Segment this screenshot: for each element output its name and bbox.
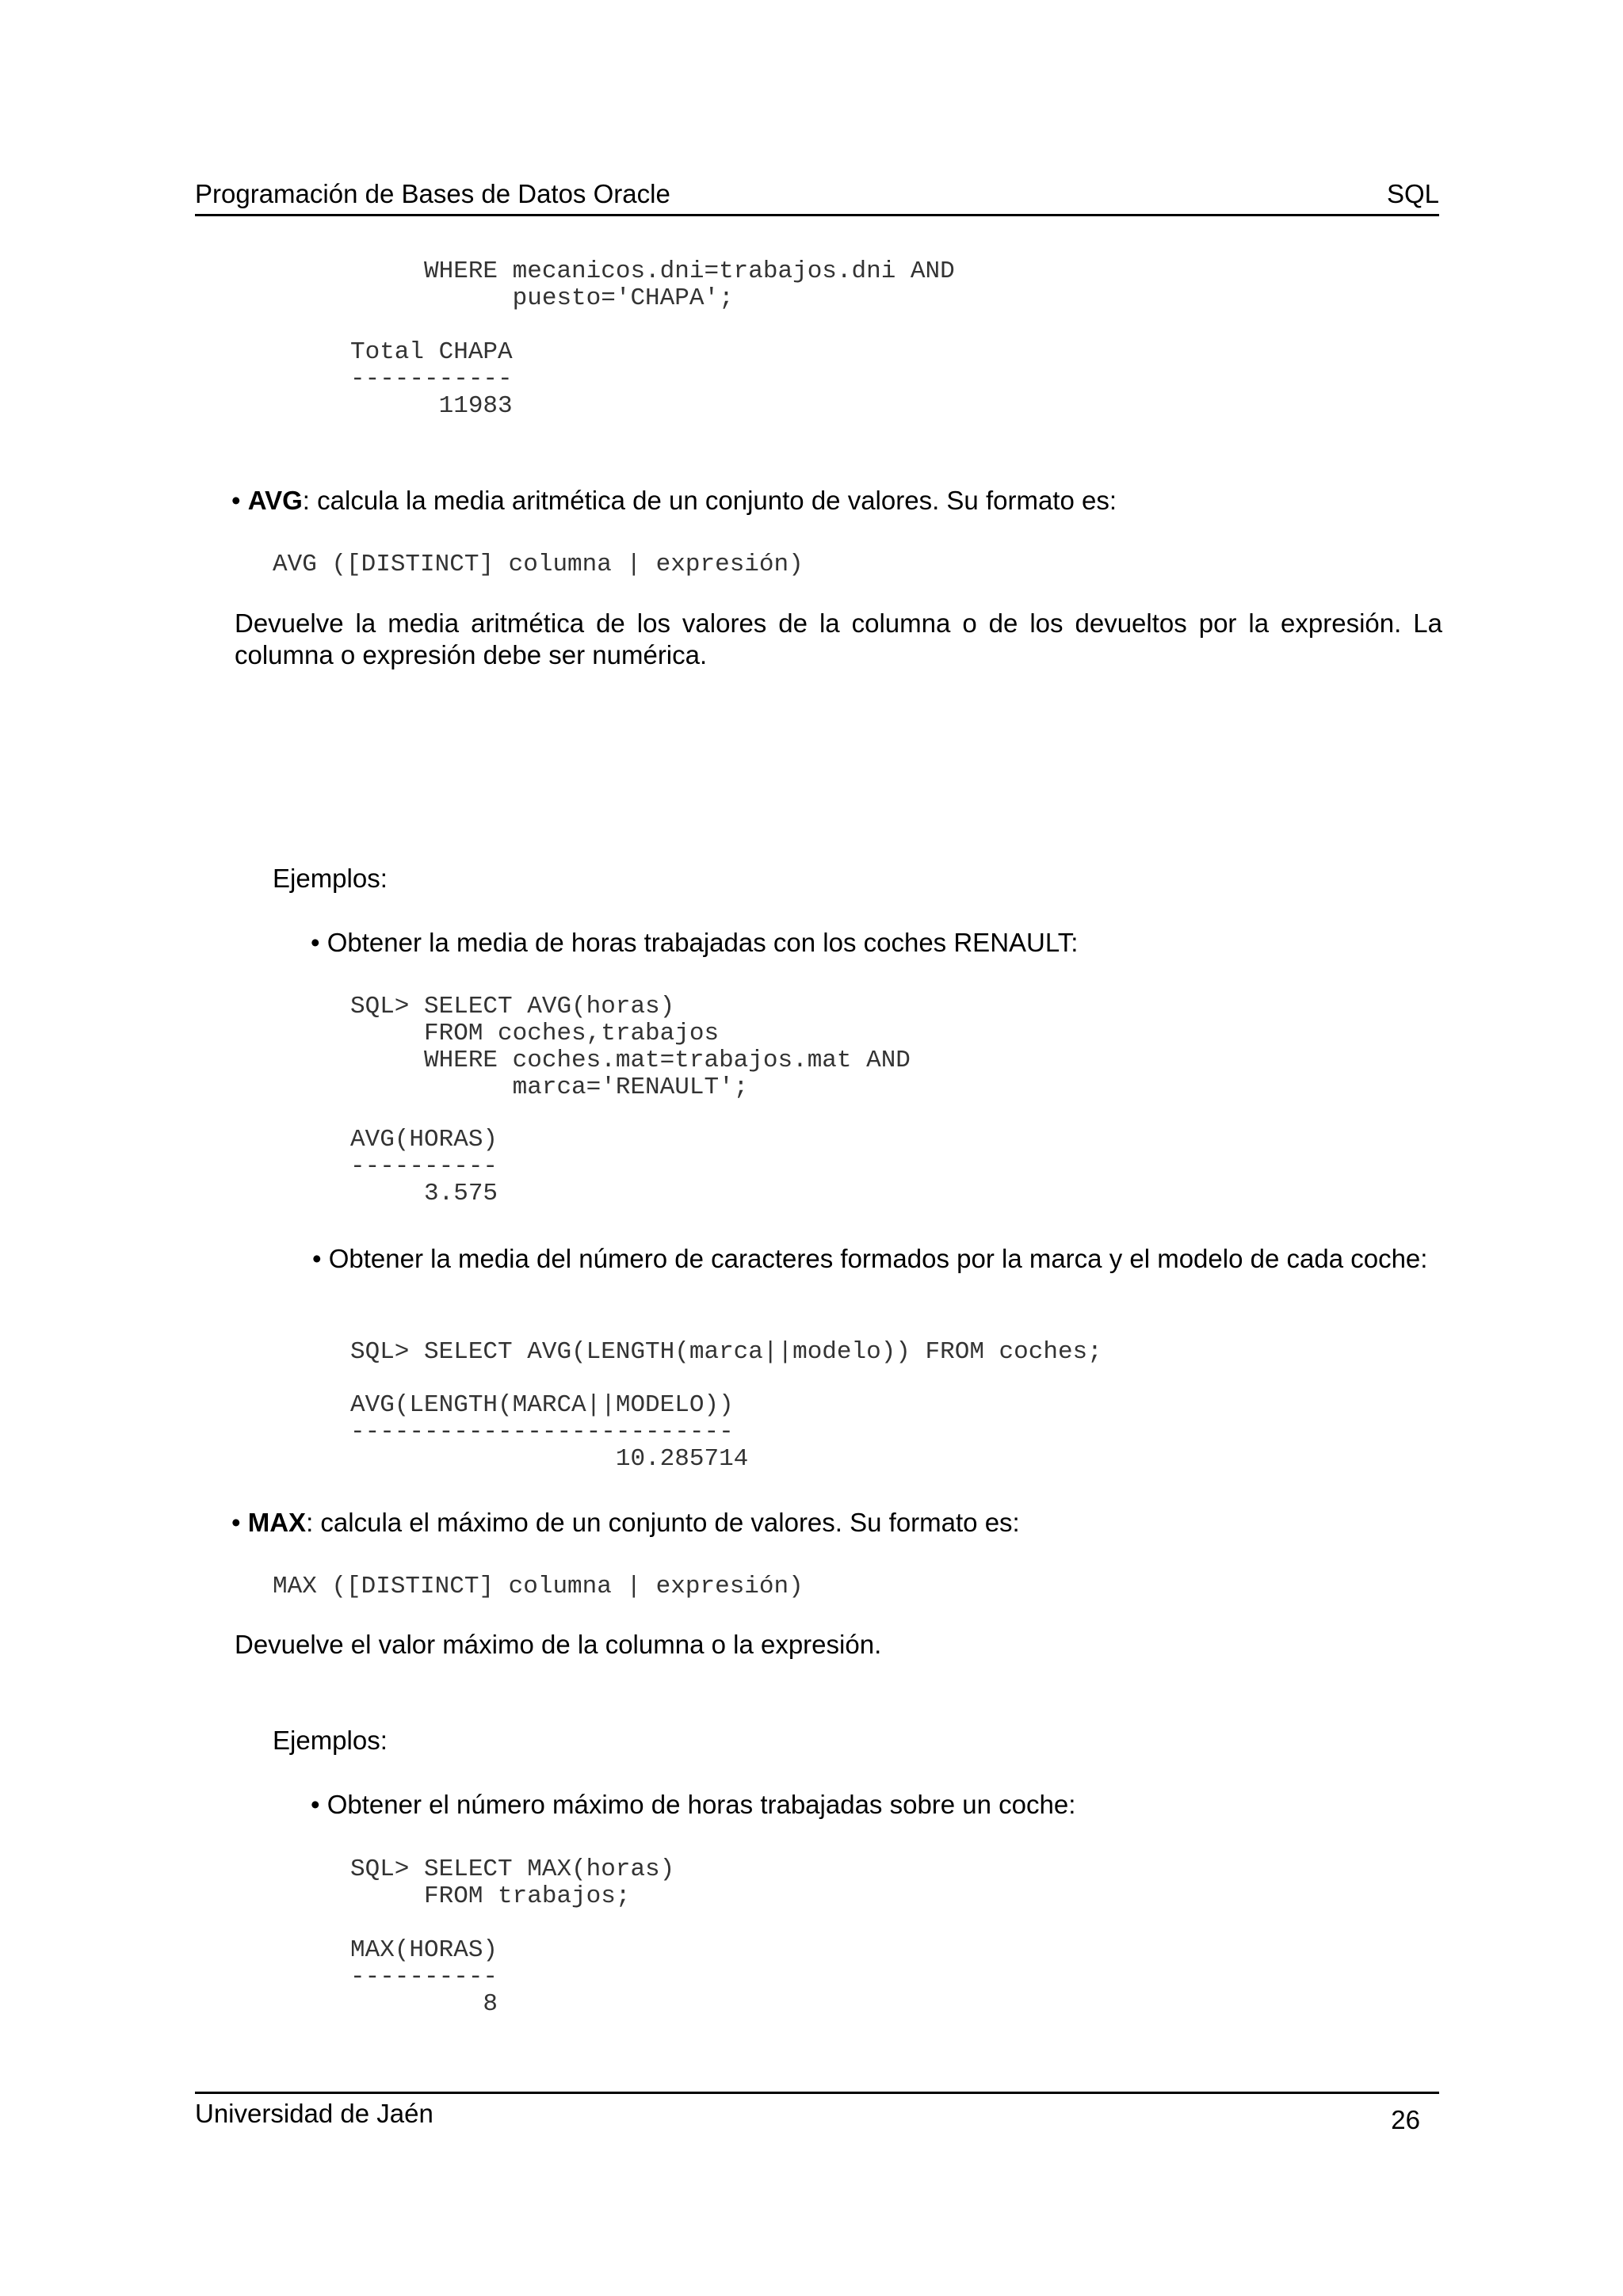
examples-label-avg: Ejemplos: (273, 864, 388, 893)
avg-syntax: AVG ([DISTINCT] columna | expresión) (273, 551, 804, 578)
result-total-chapa: Total CHAPA ----------- 11983 (350, 338, 513, 420)
page-header-section: SQL (1386, 179, 1439, 208)
max-description: : calcula el máximo de un conjunto de valores. Su formato es: (306, 1508, 1020, 1537)
max-bullet (231, 1507, 1020, 1539)
example-avg-renault-code: SQL> SELECT AVG(horas) FROM coches,trabajos WHERE coches.mat=trabajos.mat AND marca='RENAULT'; (350, 993, 911, 1101)
example-max-horas-text: • Obtener el número máximo de horas trabajadas sobre un coche: (311, 1790, 1076, 1819)
example-avg-length-text: • Obtener la media del número de caracteres formados por la marca y el modelo de cada coche: (312, 1244, 1428, 1273)
example-max-horas-result: MAX(HORAS) ---------- 8 (350, 1936, 498, 2018)
max-returns-paragraph: Devuelve el valor máximo de la columna o la expresión. (235, 1630, 882, 1659)
max-term: MAX (247, 1508, 307, 1537)
max-syntax: MAX ([DISTINCT] columna | expresión) (273, 1573, 804, 1600)
example-avg-length-code: SQL> SELECT AVG(LENGTH(marca||modelo)) FROM coches; (350, 1338, 1102, 1366)
page-header-title: Programación de Bases de Datos Oracle (195, 179, 670, 208)
avg-term: AVG (247, 486, 303, 515)
code-where-clause: WHERE mecanicos.dni=trabajos.dni AND puesto='CHAPA'; (424, 257, 955, 312)
header-rule (195, 214, 1439, 216)
avg-returns-paragraph: Devuelve la media aritmética de los valores de la columna o de los devueltos por la expresión. La columna o expresión debe ser numérica. (235, 608, 1442, 669)
example-max-horas-code: SQL> SELECT MAX(horas) FROM trabajos; (350, 1855, 675, 1910)
bullet-icon: • (231, 1508, 241, 1537)
example-avg-length-result: AVG(LENGTH(MARCA||MODELO)) -------------------------- 10.285714 (350, 1391, 749, 1473)
avg-description: : calcula la media aritmética de un conjunto de valores. Su formato es: (302, 486, 1117, 515)
avg-bullet (231, 485, 1117, 517)
examples-label-max: Ejemplos: (273, 1726, 388, 1755)
footer-rule (195, 2092, 1439, 2094)
example-avg-renault-text: • Obtener la media de horas trabajadas con los coches RENAULT: (311, 928, 1079, 957)
bullet-icon: • (231, 486, 241, 515)
example-avg-renault-result: AVG(HORAS) ---------- 3.575 (350, 1126, 498, 1207)
page-number: 26 (1391, 2105, 1420, 2134)
footer-institution: Universidad de Jaén (195, 2099, 433, 2128)
